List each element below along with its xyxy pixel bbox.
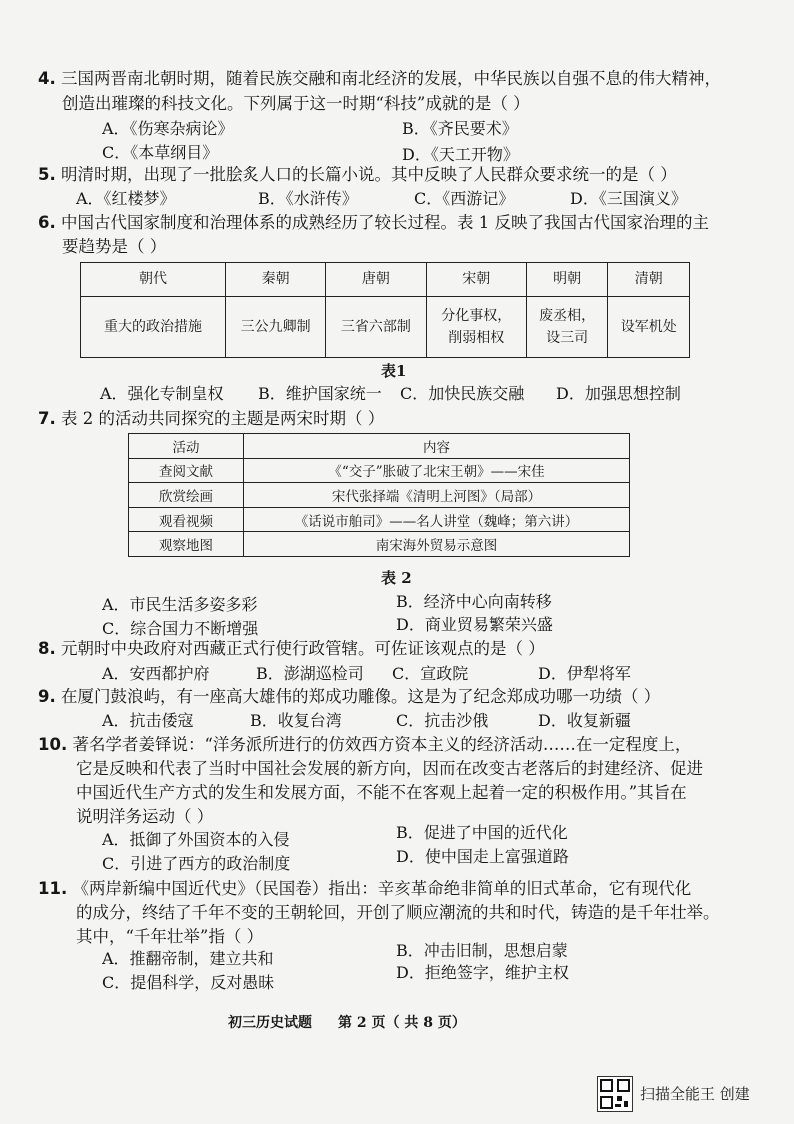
question-5-line-1: [38, 164, 677, 186]
option-d[interactable]: D．加强思想控制: [556, 384, 681, 403]
table-cell: 观看视频: [129, 507, 244, 532]
table-row: [129, 507, 630, 532]
question-text: 著名学者姜铎说：“洋务派所进行的仿效西方资本主义的经济活动……在一定程度上，: [72, 735, 692, 754]
table-row: [129, 483, 630, 508]
question-number: 8.: [38, 639, 56, 658]
option-a[interactable]: A．强化专制皇权: [100, 384, 224, 403]
table-header-cell: 清朝: [608, 263, 690, 297]
table-cell: 废丞相， 设三司: [526, 296, 608, 357]
table-header-row: [81, 263, 690, 297]
option-b[interactable]: B．经济中心向南转移: [396, 592, 552, 611]
table-cell: 查阅文献: [129, 458, 244, 483]
table-header-cell: 宋朝: [426, 263, 526, 297]
option-d[interactable]: D．使中国走上富强道路: [396, 847, 569, 866]
option-d[interactable]: D．《三国演义》: [570, 189, 687, 208]
table-cell: 《话说市舶司》——名人讲堂（魏峰；第六讲）: [244, 507, 630, 532]
option-b[interactable]: B．《水浒传》: [258, 189, 358, 208]
question-number: 5.: [38, 165, 56, 184]
question-8-line-1: [38, 638, 545, 660]
question-text: 中国古代国家制度和治理体系的成熟经历了较长过程。表 1 反映了我国古代国家治理的主: [61, 213, 709, 232]
option-c[interactable]: C．抗击沙俄: [396, 711, 489, 730]
question-text: 在厦门鼓浪屿，有一座高大雄伟的郑成功雕像。这是为了纪念郑成功哪一功绩（ ）: [61, 687, 661, 706]
option-c[interactable]: C．提倡科学，反对愚昧: [102, 973, 275, 992]
question-number: 11.: [38, 879, 68, 898]
question-text: 表 2 的活动共同探究的主题是两宋时期（ ）: [61, 409, 385, 428]
table-header-cell: 朝代: [81, 263, 226, 297]
option-b[interactable]: B．收复台湾: [250, 711, 342, 730]
option-c[interactable]: C．《本草纲目》: [102, 143, 219, 162]
question-11-line-1: [38, 878, 691, 900]
table-header-cell: 内容: [244, 434, 630, 459]
question-text: 三国两晋南北朝时期，随着民族交融和南北经济的发展，中华民族以自强不息的伟大精神，: [61, 69, 721, 88]
question-11-line-3: 其中，“千年壮举”指（ ）: [76, 927, 264, 946]
question-number: 10.: [38, 735, 68, 754]
question-6-line-2: 要趋势是（ ）: [62, 237, 167, 256]
option-a[interactable]: A．安西都护府: [102, 664, 210, 683]
table-cell: 《“交子”胀破了北宋王朝》——宋佳: [244, 458, 630, 483]
question-text: 元朝时中央政府对西藏正式行使行政管辖。可佐证该观点的是（ ）: [61, 639, 545, 658]
table-row: [129, 532, 630, 557]
option-c[interactable]: C．加快民族交融: [400, 384, 525, 403]
option-d[interactable]: D．伊犁将军: [538, 664, 631, 683]
question-10-line-4: 说明洋务运动（ ）: [76, 807, 214, 826]
option-d[interactable]: D．拒绝签字，维护主权: [396, 963, 569, 982]
option-a[interactable]: A．市民生活多姿多彩: [102, 595, 258, 614]
question-number: 4.: [38, 69, 56, 88]
table-header-cell: 唐朝: [326, 263, 426, 297]
option-d[interactable]: D．收复新疆: [538, 711, 631, 730]
table-header-cell: 秦朝: [226, 263, 326, 297]
option-a[interactable]: A．抗击倭寇: [102, 711, 194, 730]
option-b[interactable]: B．《齐民要术》: [402, 119, 518, 138]
option-b[interactable]: B．冲击旧制，思想启蒙: [396, 941, 568, 960]
question-10-line-3: 中国近代生产方式的发生和发展方面，不能不在客观上起着一定的积极作用。”其旨在: [76, 783, 687, 802]
question-10-line-2: 它是反映和代表了当时中国社会发展的新方向，因而在改变古老落后的封建经济、促进: [76, 759, 703, 778]
question-number: 9.: [38, 687, 56, 706]
question-6-line-1: [38, 212, 709, 234]
question-4-line-1: [38, 68, 721, 90]
qr-code-icon: [597, 1076, 633, 1112]
table-cell: 分化事权， 削弱相权: [426, 296, 526, 357]
table-cell: 设军机处: [608, 296, 690, 357]
question-7-line-1: [38, 408, 384, 430]
option-c[interactable]: C．《西游记》: [414, 189, 515, 208]
footer-page-number: 第 2 页（ 共 8 页）: [338, 1015, 466, 1031]
page-footer: [228, 1012, 492, 1032]
table-cell: 欣赏绘画: [129, 483, 244, 508]
option-c[interactable]: C．引进了西方的政治制度: [102, 854, 291, 873]
table-header-cell: 活动: [129, 434, 244, 459]
scanner-watermark: 扫描全能王 创建: [640, 1085, 750, 1103]
option-a[interactable]: A．《红楼梦》: [76, 189, 176, 208]
table-cell: 三公九卿制: [226, 296, 326, 357]
table-2: [128, 433, 630, 557]
question-text: 明清时期，出现了一批脍炙人口的长篇小说。其中反映了人民群众要求统一的是（ ）: [61, 165, 677, 184]
question-text: 《两岸新编中国近代史》（民国卷）指出：辛亥革命绝非简单的旧式革命，它有现代化: [72, 879, 692, 898]
table-cell: 南宋海外贸易示意图: [244, 532, 630, 557]
question-4-line-2: 创造出璀璨的科技文化。下列属于这一时期“科技”成就的是（ ）: [62, 94, 530, 113]
table-header-cell: 明朝: [526, 263, 608, 297]
option-b[interactable]: B．维护国家统一: [258, 384, 382, 403]
table-row: [129, 458, 630, 483]
question-11-line-2: 的成分，终结了千年不变的王朝轮回，开创了顺应潮流的共和时代，铸造的是千年壮举。: [76, 903, 720, 922]
table-cell: 观察地图: [129, 532, 244, 557]
question-number: 7.: [38, 409, 56, 428]
option-b[interactable]: B．促进了中国的近代化: [396, 823, 568, 842]
question-9-line-1: [38, 686, 660, 708]
option-a[interactable]: A．推翻帝制，建立共和: [102, 949, 274, 968]
option-d[interactable]: D．《天工开物》: [402, 145, 519, 164]
table-1: [80, 262, 690, 358]
question-10-line-1: [38, 734, 691, 756]
table-row-label: 重大的政治措施: [81, 296, 226, 357]
option-a[interactable]: A．抵御了外国资本的入侵: [102, 830, 290, 849]
option-d[interactable]: D．商业贸易繁荣兴盛: [396, 615, 553, 634]
table-caption: 表 2: [381, 569, 412, 587]
option-c[interactable]: C．综合国力不断增强: [102, 619, 259, 638]
question-number: 6.: [38, 213, 56, 232]
table-header-row: [129, 434, 630, 459]
option-a[interactable]: A．《伤寒杂病论》: [102, 119, 234, 138]
table-cell: 宋代张择端《清明上河图》（局部）: [244, 483, 630, 508]
option-b[interactable]: B．澎湖巡检司: [256, 664, 364, 683]
table-caption: 表1: [381, 362, 407, 380]
option-c[interactable]: C．宣政院: [392, 664, 469, 683]
table-cell: 三省六部制: [326, 296, 426, 357]
table-row: [81, 296, 690, 357]
footer-subject: 初三历史试题: [228, 1015, 312, 1031]
